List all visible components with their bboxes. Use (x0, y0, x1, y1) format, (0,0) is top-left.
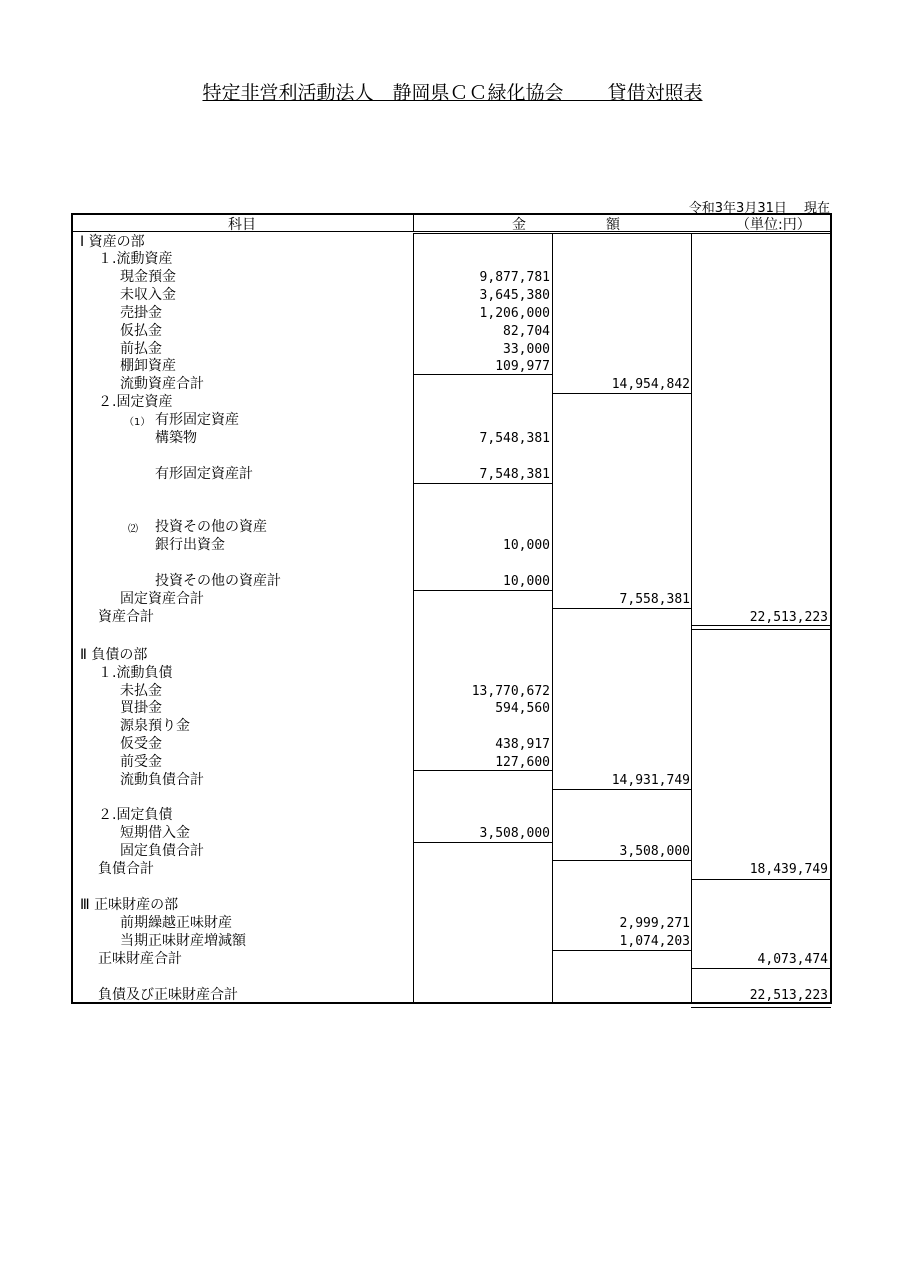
subtotal-amount: 7,548,381 (479, 467, 550, 482)
rule-net-assets-total (691, 968, 831, 969)
group-current-assets: １.流動資産 (98, 251, 173, 267)
row-amount: 594,560 (495, 701, 550, 716)
row-label: 棚卸資産 (120, 358, 176, 374)
rule-total-liabilities (691, 879, 831, 880)
grand-total-amount: 22,513,223 (749, 988, 828, 1003)
header-subject: 科目 (228, 217, 256, 233)
rule-current-assets-total (552, 393, 692, 394)
row-label: 売掛金 (120, 305, 162, 321)
balance-sheet-table (71, 213, 832, 1004)
total-amount: 22,513,223 (749, 610, 828, 625)
subtotal-amount: 10,000 (503, 574, 550, 589)
row-amount: 33,000 (503, 342, 550, 357)
group-current-liabilities: １.流動負債 (98, 665, 173, 681)
total-label: 資産合計 (98, 609, 154, 625)
subtotal-amount: 14,931,749 (611, 773, 690, 788)
subtotal-amount: 7,558,381 (619, 592, 690, 607)
subtotal-label: 投資その他の資産計 (155, 573, 281, 589)
total-label: 負債合計 (98, 861, 154, 877)
row-label: 前期繰越正味財産 (120, 915, 232, 931)
row-amount: 2,999,271 (619, 916, 690, 931)
report-date: 令和3年3月31日 現在 (688, 201, 830, 216)
subtotal-label: 有形固定資産計 (155, 466, 253, 482)
subtotal-label: 固定資産合計 (120, 591, 204, 607)
row-amount: 1,074,203 (619, 934, 690, 949)
rule-fixed-liabilities-total (552, 860, 692, 861)
row-label: 当期正味財産増減額 (120, 933, 246, 949)
header-divider-vertical (413, 214, 414, 231)
section-net-assets: Ⅲ 正味財産の部 (80, 897, 179, 913)
item-number: ⑵ (128, 524, 138, 535)
row-label: 未払金 (120, 683, 162, 699)
row-label: 短期借入金 (120, 825, 190, 841)
row-amount: 82,704 (503, 324, 550, 339)
group-fixed-assets: ２.固定資産 (98, 394, 173, 410)
document-title: 特定非営利活動法人 静岡県ＣＣ緑化協会 貸借対照表 (202, 82, 703, 104)
subtotal-amount: 3,508,000 (619, 844, 690, 859)
subtotal-label: 流動資産合計 (120, 376, 204, 392)
header-amount-left: 金 (512, 217, 526, 233)
row-amount: 438,917 (495, 737, 550, 752)
total-amount: 4,073,474 (757, 952, 828, 967)
rule-fixed-assets-total (552, 608, 692, 609)
column-line-1 (413, 233, 414, 1003)
subtotal-label: 固定負債合計 (120, 843, 204, 859)
row-amount: 9,877,781 (479, 270, 550, 285)
row-amount: 127,600 (495, 755, 550, 770)
total-amount: 18,439,749 (749, 862, 828, 877)
row-label: 仮受金 (120, 736, 162, 752)
rule-tangible-assets (413, 483, 553, 484)
row-amount: 10,000 (503, 538, 550, 553)
section-liabilities: Ⅱ 負債の部 (80, 647, 148, 663)
header-divider (72, 231, 831, 232)
subgroup-label: 有形固定資産 (155, 412, 239, 428)
row-label: 買掛金 (120, 700, 162, 716)
row-amount: 3,645,380 (479, 288, 550, 303)
row-label: 構築物 (155, 430, 197, 446)
row-amount: 7,548,381 (479, 431, 550, 446)
row-label: 未収入金 (120, 287, 176, 303)
group-fixed-liabilities: ２.固定負債 (98, 807, 173, 823)
section-assets: Ⅰ 資産の部 (80, 234, 145, 250)
header-unit: （単位:円） (736, 217, 811, 233)
column-line-2 (552, 233, 553, 1003)
subgroup-label: 投資その他の資産 (155, 519, 267, 535)
row-label: 現金預金 (120, 269, 176, 285)
row-label: 前払金 (120, 341, 162, 357)
row-label: 仮払金 (120, 323, 162, 339)
subtotal-label: 流動負債合計 (120, 772, 204, 788)
rule-net-assets (552, 950, 692, 951)
row-label: 前受金 (120, 754, 162, 770)
column-line-3 (691, 233, 692, 1003)
rule-fixed-liabilities (413, 842, 553, 843)
row-label: 銀行出資金 (155, 537, 225, 553)
row-label: 源泉預り金 (120, 718, 190, 734)
column-top-line (413, 233, 832, 234)
row-amount: 1,206,000 (479, 306, 550, 321)
total-label: 正味財産合計 (98, 951, 182, 967)
subtotal-amount: 14,954,842 (611, 377, 690, 392)
item-number: （1） (124, 417, 151, 428)
row-amount: 109,977 (495, 359, 550, 374)
header-amount-right: 額 (606, 217, 620, 233)
rule-current-liabilities-total (552, 789, 692, 790)
row-amount: 13,770,672 (471, 684, 550, 699)
row-amount: 3,508,000 (479, 826, 550, 841)
grand-total-label: 負債及び正味財産合計 (98, 987, 238, 1003)
rule-investments (413, 590, 553, 591)
